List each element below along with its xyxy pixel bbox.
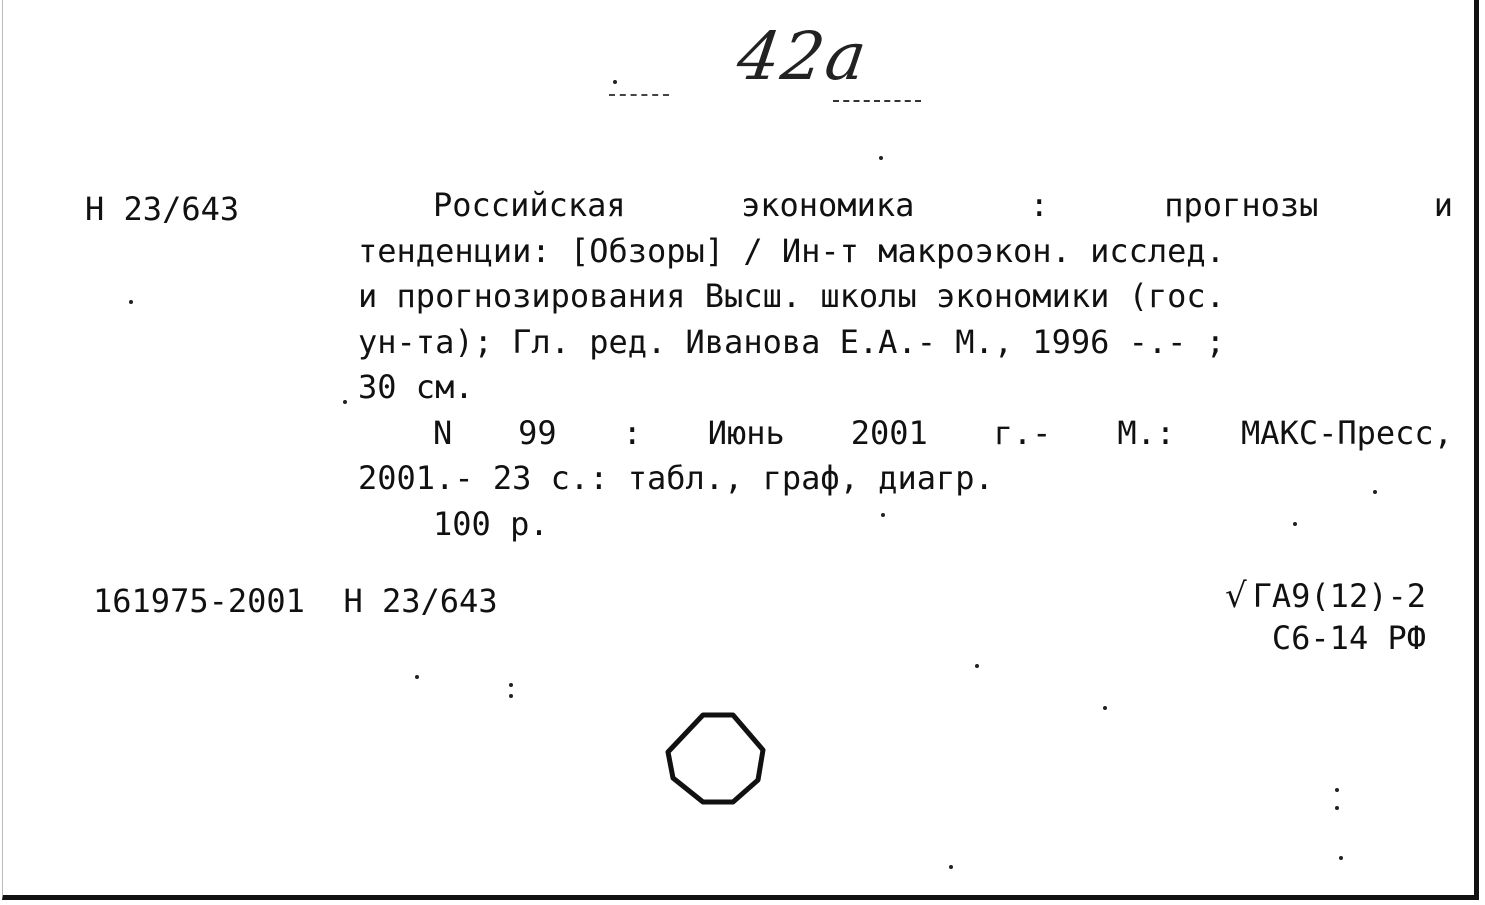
speck bbox=[879, 156, 883, 160]
speck bbox=[129, 300, 133, 304]
issue-word: N bbox=[433, 413, 453, 452]
issue-word: Июнь bbox=[707, 413, 785, 452]
speck bbox=[949, 865, 953, 869]
speck bbox=[975, 664, 979, 668]
issue-word: : bbox=[622, 413, 642, 452]
shelfmark: Н 23/643 bbox=[85, 190, 240, 228]
speck bbox=[613, 80, 617, 84]
classification-line-2: С6-14 РФ bbox=[1271, 619, 1426, 657]
bibliographic-record bbox=[358, 183, 1453, 547]
issue-line bbox=[358, 411, 1453, 457]
pencil-dash bbox=[609, 94, 669, 96]
issue-word: г.- bbox=[993, 413, 1052, 452]
classification-code: ГА9(12)-2 bbox=[1252, 577, 1426, 615]
record-line: 2001.- 23 с.: табл., граф, диагр. bbox=[358, 459, 994, 497]
title-word: прогнозы bbox=[1164, 186, 1319, 224]
title-word: Российская bbox=[433, 186, 626, 224]
record-line: и прогнозирования Высш. школы экономики (гос. bbox=[358, 277, 1225, 315]
speck bbox=[1335, 788, 1339, 792]
title-word: и bbox=[1433, 186, 1453, 224]
catalog-card bbox=[2, 0, 1479, 900]
speck bbox=[1103, 706, 1107, 710]
speck bbox=[343, 400, 347, 404]
punch-hole-icon bbox=[663, 710, 769, 806]
price-line: 100 р. bbox=[433, 504, 549, 543]
record-line: 30 см. bbox=[358, 368, 474, 406]
check-mark-icon: √ bbox=[1224, 576, 1247, 616]
title-word: : bbox=[1029, 186, 1049, 224]
speck bbox=[509, 683, 513, 687]
handwritten-underline bbox=[833, 100, 921, 102]
speck bbox=[509, 694, 513, 698]
inventory-number: 161975-2001 Н 23/643 bbox=[93, 582, 498, 620]
classification-line-1 bbox=[1225, 575, 1426, 617]
speck bbox=[881, 513, 885, 517]
issue-word: МАКС-Пресс, bbox=[1241, 413, 1453, 452]
speck bbox=[1335, 806, 1339, 810]
issue-word: М.: bbox=[1117, 413, 1176, 452]
speck bbox=[1293, 522, 1297, 526]
speck bbox=[1373, 490, 1377, 494]
title-line bbox=[358, 183, 1453, 229]
record-line: ун-та); Гл. ред. Иванова Е.А.- М., 1996 -.- ; bbox=[358, 322, 1225, 361]
speck bbox=[415, 675, 419, 679]
handwritten-number: 42а bbox=[732, 18, 873, 95]
speck bbox=[1339, 856, 1343, 860]
classification-block bbox=[1225, 575, 1426, 659]
issue-word: 2001 bbox=[850, 413, 928, 452]
issue-word: 99 bbox=[518, 413, 557, 452]
record-line: тенденции: [Обзоры] / Ин-т макроэкон. исслед. bbox=[358, 231, 1225, 270]
title-word: экономика bbox=[740, 186, 915, 224]
